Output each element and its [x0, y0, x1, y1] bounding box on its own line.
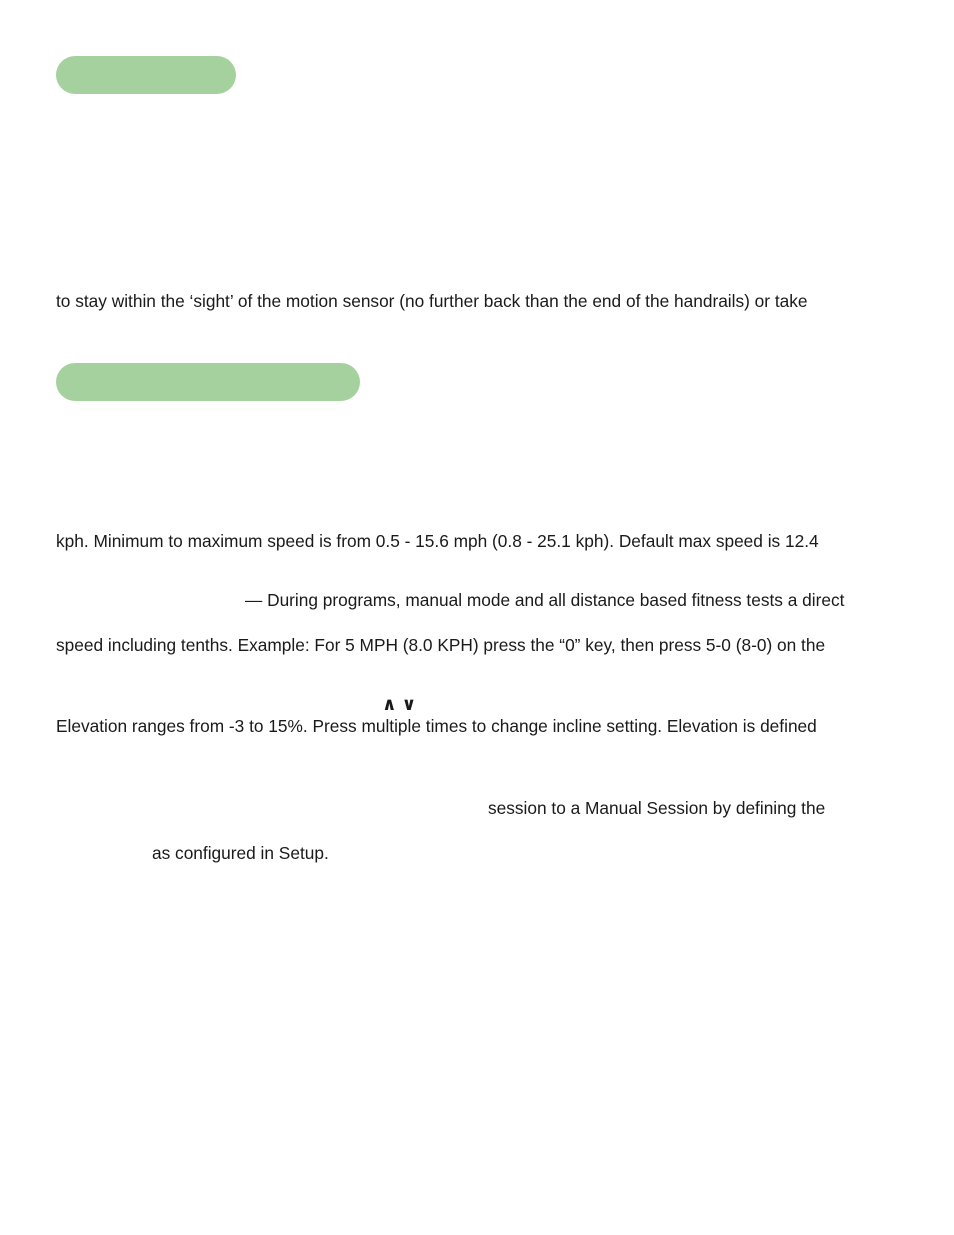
section-header-pill — [56, 56, 236, 94]
body-text-line: kph. Minimum to maximum speed is from 0.5 - 15.6 mph (0.8 - 25.1 kph). Default max speed is 12.4 — [56, 531, 819, 551]
body-text-line: session to a Manual Session by defining the — [488, 798, 826, 818]
body-text-line: — During programs, manual mode and all distance based fitness tests a direct — [245, 590, 845, 610]
section-header-pill — [56, 363, 360, 401]
body-text-line: Elevation ranges from -3 to 15%. Press multiple times to change incline setting. Elevation is defined — [56, 716, 817, 736]
body-text-line: speed including tenths. Example: For 5 MPH (8.0 KPH) press the “0” key, then press 5-0 (8-0) on the — [56, 635, 826, 655]
body-text-line: to stay within the ‘sight’ of the motion sensor (no further back than the end of the handrails) or take — [56, 291, 808, 311]
body-text-line: as configured in Setup. — [152, 843, 329, 863]
incline-arrows-icon: ∧ ∨ — [382, 694, 417, 714]
